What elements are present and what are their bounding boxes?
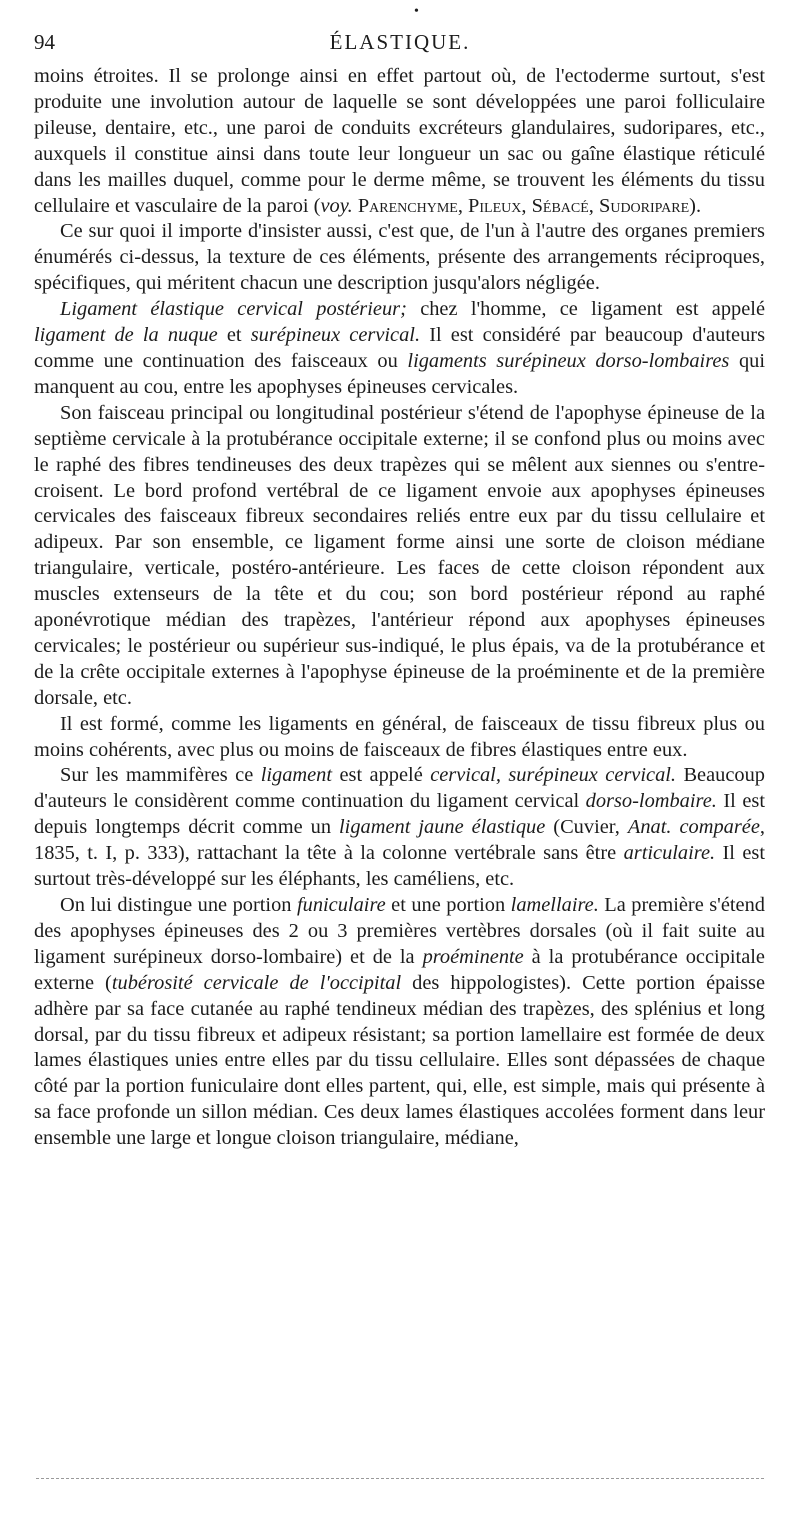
text-run: Il est considéré par beaucoup d'auteurs comme une continuation des faisceaux ou [34,324,766,372]
text-run: des hippologistes). Cette portion épaisse adhère par sa face cutanée au raphé tendineux médian des trapèzes, des splénius et long dorsal, par du tissu fibreux et adipeux résistant; sa portion lamellaire est formée de deux lames élastiques unies entre elles par du tissu cellulaire. Elles sont dépassées de chaque côté par la portion funiculaire dont elles partent, qui, elle, est simple, mais qui présente à sa face profonde un sillon médian. Ces deux lames élastiques accolées forment dans leur ensemble une large et longue cloison triangulaire, médiane, [34,971,765,1150]
text-run: On lui distingue une portion [60,894,297,916]
text-run: Il est formé, comme les ligaments en général, de faisceaux de tissu fibreux plus ou moins cohérents, avec plus ou moins de faisceaux de fibres élastiques entre eux. [34,712,765,761]
text-run: moins étroites. Il se prolonge ainsi en effet partout où, de l'ectoderme surtout, s'est produite une involution autour de laquelle se sont développées une paroi folliculaire pileuse, dentaire, etc., une paroi de conduits excréteurs glandulaires, sudoripares, etc., auxquels il constitue ainsi dans toute leur longueur un sac ou gaîne élastique réticulé dans les mailles duquel, comme pour le derme même, se trouvent les éléments du tissu cellulaire et vasculaire de la paroi ( [34,65,765,217]
text-run: est appelé [332,764,431,787]
italic-text: proéminente [422,945,524,968]
paragraph [34,712,765,764]
text-run: chez l'homme, ce ligament est appelé [406,298,766,321]
text-run: (Cuvier, [545,816,628,839]
footer-rule [36,1478,764,1479]
paragraph [34,219,765,297]
paragraph [34,763,765,893]
paragraph [34,401,765,712]
italic-text: lamellaire. [510,894,599,916]
italic-text: Ligament élastique cervical postérieur; [60,298,407,321]
paragraph [34,297,765,401]
text-run: Il est depuis longtemps décrit comme un [34,790,765,839]
text-run: La première s'étend des apophyses épineuses des 2 ou 3 premières vertèbres dorsales (où il fait suite au ligament surépineux dorso-lombaire) et de la [34,894,765,968]
text-run: Il est surtout très-développé sur les éléphants, les caméliens, etc. [34,842,765,891]
running-title: ÉLASTIQUE. [329,30,471,54]
text-run: ). [689,194,702,217]
paragraph [34,64,765,219]
text-run: et une portion [385,894,511,916]
italic-text: ligament jaune élastique [339,816,546,839]
text-run: Beaucoup d'auteurs le considèrent comme continuation du ligament cervical [34,764,765,813]
italic-text: ligaments surépineux dorso-lombaires [407,349,730,372]
page-header [34,4,766,60]
italic-text: Anat. comparée [627,816,760,839]
italic-text: dorso-lombaire. [585,790,717,813]
italic-text: tubérosité cervicale de l'occipital [111,971,402,994]
italic-text: cervical, surépineux cervical. [430,764,677,787]
body-text [34,64,765,1152]
text-run: à la protubérance occipitale externe ( [34,945,765,994]
text-run: , 1835, t. I, p. 333), rattachant la tête à la colonne vertébrale sans être [34,816,765,865]
cross-reference: Parenchyme, Pileux, Sébacé, Sudoripare [357,194,690,217]
text-run: et [217,324,251,347]
italic-text: ligament de la nuque [34,324,218,347]
paragraph [34,893,765,1152]
page-number: 94 [34,30,55,54]
text-run: Son faisceau principal ou longitudinal postérieur s'étend de l'apophyse épineuse de la septième cervicale à la protubérance occipitale externe; il se confond plus ou moins avec le raphé des fibres tendineuses des deux trapèzes qui se mêlent aux siennes ou s'entre-croisent. Le bord profond vertébral de ce ligament envoie aux apophyses épineuses cervicales des faisceaux fibreux secondaires reliés entre eux par du tissu cellulaire et adipeux. Par son ensemble, ce ligament forme ainsi une sorte de cloison médiane triangulaire, verticale, postéro-antérieure. Les faces de cette cloison répondent aux muscles extenseurs de la tête et du cou; son bord postérieur répond au raphé aponévrotique médian des trapèzes, l'antérieur répond aux apophyses épineuses cervicales; le postérieur ou supérieur sus-indiqué, le plus épais, va de la protubérance et de la crête occipitale externes à l'apophyse épineuse de la proéminente et de la première dorsale, etc. [34,401,765,709]
text-run: Ce sur quoi il importe d'insister aussi, c'est que, de l'un à l'autre des organes premiers énumérés ci-dessus, la texture de ces éléments, présente des arrangements réciproques, spécifiques, qui méritent chacun une description jusqu'alors négligée. [34,220,765,295]
italic-text: funiculaire [296,894,386,916]
italic-text: voy. [320,194,353,217]
text-run: qui manquent au cou, entre les apophyses épineuses cervicales. [34,349,766,398]
italic-text: articulaire. [623,842,716,865]
italic-text: ligament [260,764,333,787]
text-run: Sur les mammifères ce [60,764,261,787]
italic-text: surépineux cervical. [250,324,421,347]
printer-mark: • [414,4,419,19]
